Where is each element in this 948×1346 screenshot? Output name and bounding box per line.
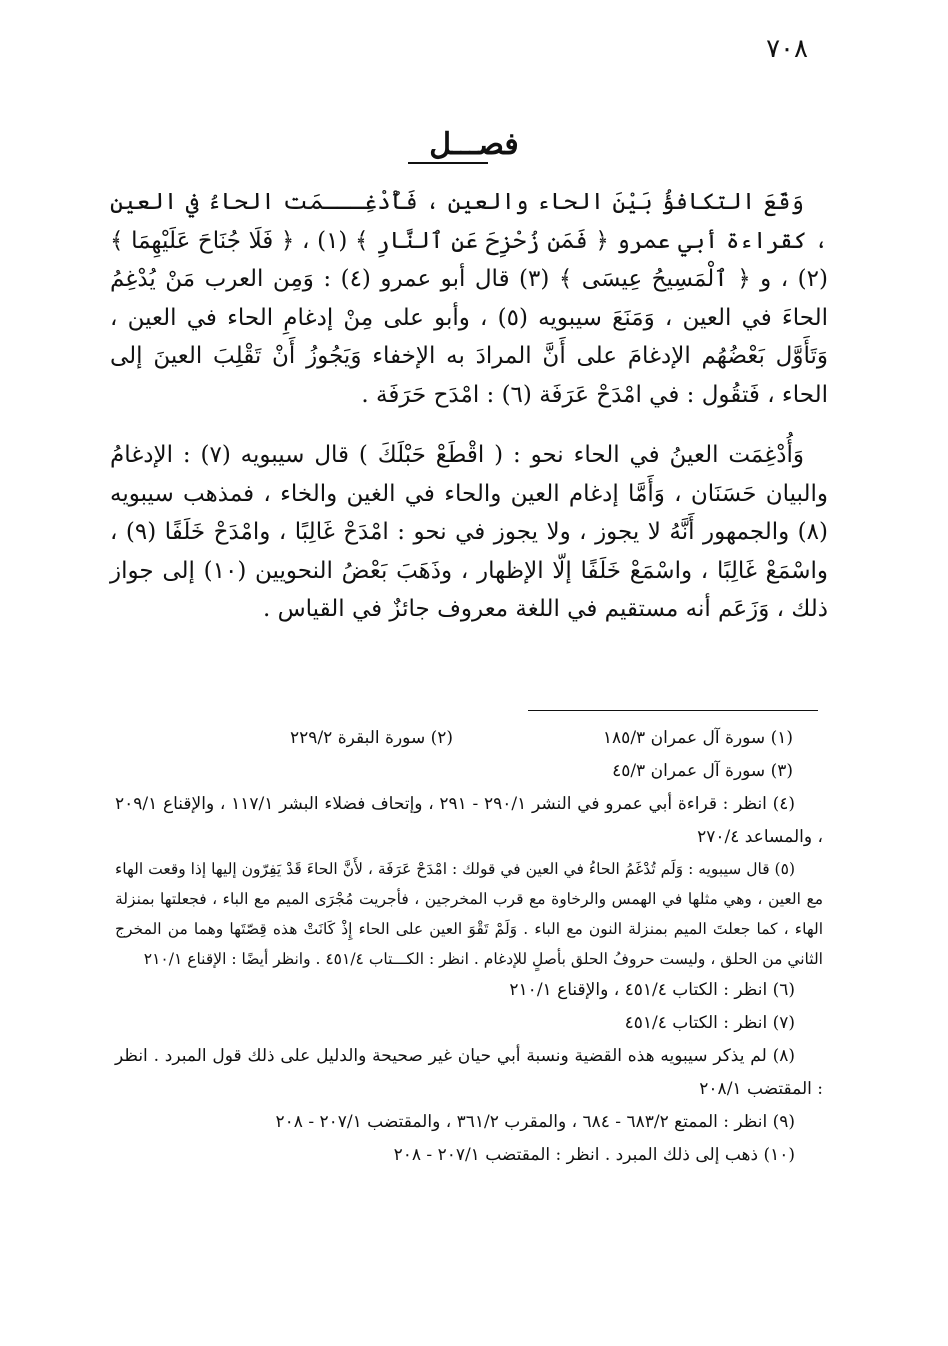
footnote-10: (١٠) ذهب إلى ذلك المبرد . انظر : المقتضب ٢٠٧/١ - ٢٠٨: [393, 1145, 795, 1165]
footnote-row: [115, 722, 823, 755]
footnote-6: (٦) انظر : الكتاب ٤٥١/٤ ، والإقناع ٢١٠/١: [509, 980, 795, 1000]
section-title: فصـــل: [429, 127, 519, 162]
footnote-9: (٩) انظر : الممتع ٦٨٣/٢ - ٦٨٤ ، والمقرب ٣٦١/٢ ، والمقتضب ٢٠٧/١ - ٢٠٨: [275, 1112, 795, 1132]
body-paragraph: وَقَعَ التكافؤُ بَيْنَ الحاء والعين ، فَأُدْغِـــمَت الحاءُ في العين ، كقراءة أبي عمرو ﴿ فَمَن زُحْزِحَ عَنِ ٱلنَّارِ ﴾ (١) ، ﴿ فَلَا جُنَاحَ عَلَيْهِمَا ﴾ (٢) ، و ﴿ ٱلْمَسِيحُ عِيسَى ﴾ (٣) قال أبو عمرو (٤) : وَمِن العرب مَنْ يُدْغِمُ الحاءَ في العين ، وَمَنَعَ سيبويه (٥) ، وأبو على مِنْ إدغامِ الحاء في العين ، وَتَأَوَّل بَعْضُهُم الإدغامَ على أَنَّ المرادَ به الإخفاء وَيَجُوزُ أَنْ تَقْلِبَ العينَ إلى الحاء ، فَتقُول : في امْدَحْ عَرَفَة (٦) : امْدَح حَرَفَة .: [110, 189, 829, 408]
footnote-3: (٣) سورة آل عمران ٤٥/٣: [612, 761, 793, 781]
footnotes: [115, 722, 823, 1172]
footnote-8: (٨) لم يذكر سيبويه هذه القضية ونسبة أبي حيان غير صحيحة والدليل على ذلك قول المبرد . انظر : المقتضب ٢٠٨/١: [115, 1046, 823, 1099]
footnote-4: (٤) انظر : قراءة أبي عمرو في النشر ٢٩٠/١ - ٢٩١ ، وإتحاف فضلاء البشر ١١٧/١ ، والإقناع ٢٠٩/١ ، والمساعد ٢٧٠/٤: [115, 794, 823, 847]
page-number: ٧٠٨: [766, 34, 808, 64]
footnote-row: [115, 755, 823, 788]
footnote-7: (٧) انظر : الكتاب ٤٥١/٤: [624, 1013, 795, 1033]
footnote-5: (٥) قال سيبويه : وَلَم تُدْغَمُ الحاءُ في العين في قولك : امْدَحْ عَرَفَة ، لأَنَّ الحاءَ قَدْ يَفِرّون إليها إذا وقعت الهاء مع العين ، وهي مثلها في الهمس والرخاوة مع قرب المخرجين ، فأجريت مُجْرَى الميم مع الباء ، فجعلتها بمنزلة الهاء ، كما جعلتَ الميم بمنزلة النون مع الباء . وَلَمْ تَقْوَ العين على الحاء إِذْ كَانَتْ هذه قِصّتَها وهما من المخرج الثاني من الحلق ، وليست حروفُ الحلق بأصلٍ للإدغام . انظر : الكـــتاب ٤٥١/٤ . وانظر أيضًا : الإقناع ٢١٠/١: [115, 860, 823, 968]
footnote-1: (١) سورة آل عمران ١٨٥/٣: [602, 728, 793, 748]
footnote-2: (٢) سورة البقرة ٢٢٩/٢: [290, 728, 453, 748]
footnote-separator: [528, 710, 818, 711]
main-text: [110, 183, 828, 629]
title-underline: [408, 162, 488, 164]
body-paragraph: وَأُدْغِمَت العينُ في الحاء نحو : ( اقْطَعْ حَبْلَكَ ) قال سيبويه (٧) : الإدغامُ والبيان حَسَنَان ، وَأَمَّا إدغام العين والحاء في الغين والخاء ، فمذهب سيبويه (٨) والجمهور أَنَّهُ لا يجوز ، ولا يجوز في نحو : امْدَحْ غَالِبًا ، وامْدَحْ خَلَفًا (٩) ، واسْمَعْ غَالِبًا ، واسْمَعْ خَلَفًا إلّا الإظهار ، وذَهَبَ بَعْضُ النحويين (١٠) إلى جواز ذلك ، وَزَعَم أنه مستقيم في اللغة معروف جائزٌ في القياس .: [110, 442, 828, 622]
